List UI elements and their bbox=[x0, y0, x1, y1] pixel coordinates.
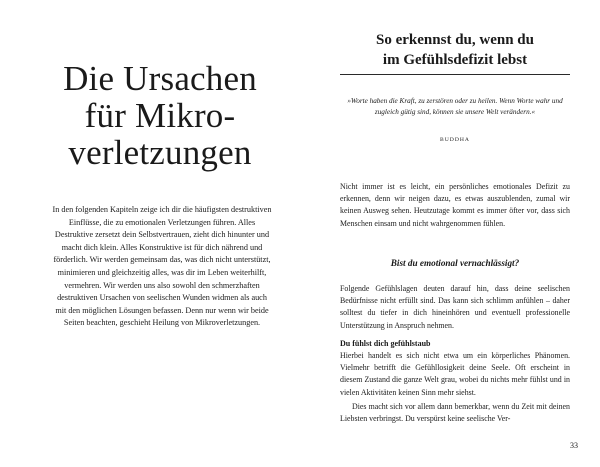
body-paragraph-3: Hierbei handelt es sich nicht etwa um ein körperliches Phänomen. Vielmehr betrifft die Gefühllosigkeit deine Seele. Oft erscheint in diesem Zustand die ganze Welt grau, wobei du nichts mehr fühlst und in vielen Aktivitäten keinen Sinn mehr siehst. bbox=[340, 351, 570, 397]
epigraph-source: BUDDHA bbox=[440, 137, 470, 143]
subheading: Bist du emotional vernachlässigt? bbox=[390, 258, 520, 268]
chapter-intro: In den folgenden Kapiteln zeige ich dir die häufigsten destruktiven Einflüsse, die zu emotionalen Verletzungen führen. Alles Destruktive zersetzt dein Selbstvertrauen, zieht dich hinunter und macht dich klein. Alles Konstruktive ist für dich nährend und förderlich. Wir werden gemeinsam das, was dich nicht unterstützt, minimieren und gleichzeitig alles, was dir im Leben weiterhilft, vermehren. Wir werden uns also sowohl den schmerzhaften destruktiven Ursachen von seelischen Wunden widmen als auch mit den möglichen Lösungen befassen. Denn nur wenn wir beide Seiten beachten, geschieht Heilung von Mikroverletzungen. bbox=[52, 205, 272, 328]
right-page bbox=[300, 0, 600, 467]
section-title-line-2: im Gefühlsdefizit lebst bbox=[382, 52, 528, 68]
chapter-title-line-3: verletzungen bbox=[68, 133, 252, 172]
chapter-title-line-1: Die Ursachen bbox=[63, 59, 257, 98]
page-number: 33 bbox=[570, 441, 578, 450]
chapter-title bbox=[30, 60, 290, 171]
title-divider bbox=[340, 74, 570, 75]
body-paragraph-1: Nicht immer ist es leicht, ein persönliches emotionales Defizit zu erkennen, denn wir neigen dazu, es etwas auszublenden, zumal wir keinen Ausweg sehen. Heutzutage kommt es immer öfter vor, dass sich Menschen einsam und nicht wahrgenommen fühlen. bbox=[340, 182, 570, 228]
section-title bbox=[345, 30, 565, 70]
epigraph-quote: »Worte haben die Kraft, zu zerstören oder zu heilen. Wenn Worte wahr und zugleich gütig sind, können sie unsere Welt verändern.« bbox=[347, 97, 563, 116]
section-title-line-1: So erkennst du, wenn du bbox=[376, 32, 534, 48]
small-heading: Du fühlst dich gefühlstaub bbox=[340, 339, 431, 348]
body-paragraph-4: Dies macht sich vor allem dann bemerkbar, wenn du Zeit mit deinen Liebsten verbringst. Du verspürst keine seelische Ver- bbox=[340, 402, 570, 424]
chapter-title-line-2: für Mikro- bbox=[84, 96, 236, 135]
body-paragraph-2: Folgende Gefühlslagen deuten darauf hin, dass deine seelischen Bedürfnisse nicht erfüllt sind. Das kann sich schlimm anfühlen – daher solltest du tiefer in dich hineinhören und eventuell professionelle Unterstützung in Anspruch nehmen. bbox=[340, 284, 570, 330]
